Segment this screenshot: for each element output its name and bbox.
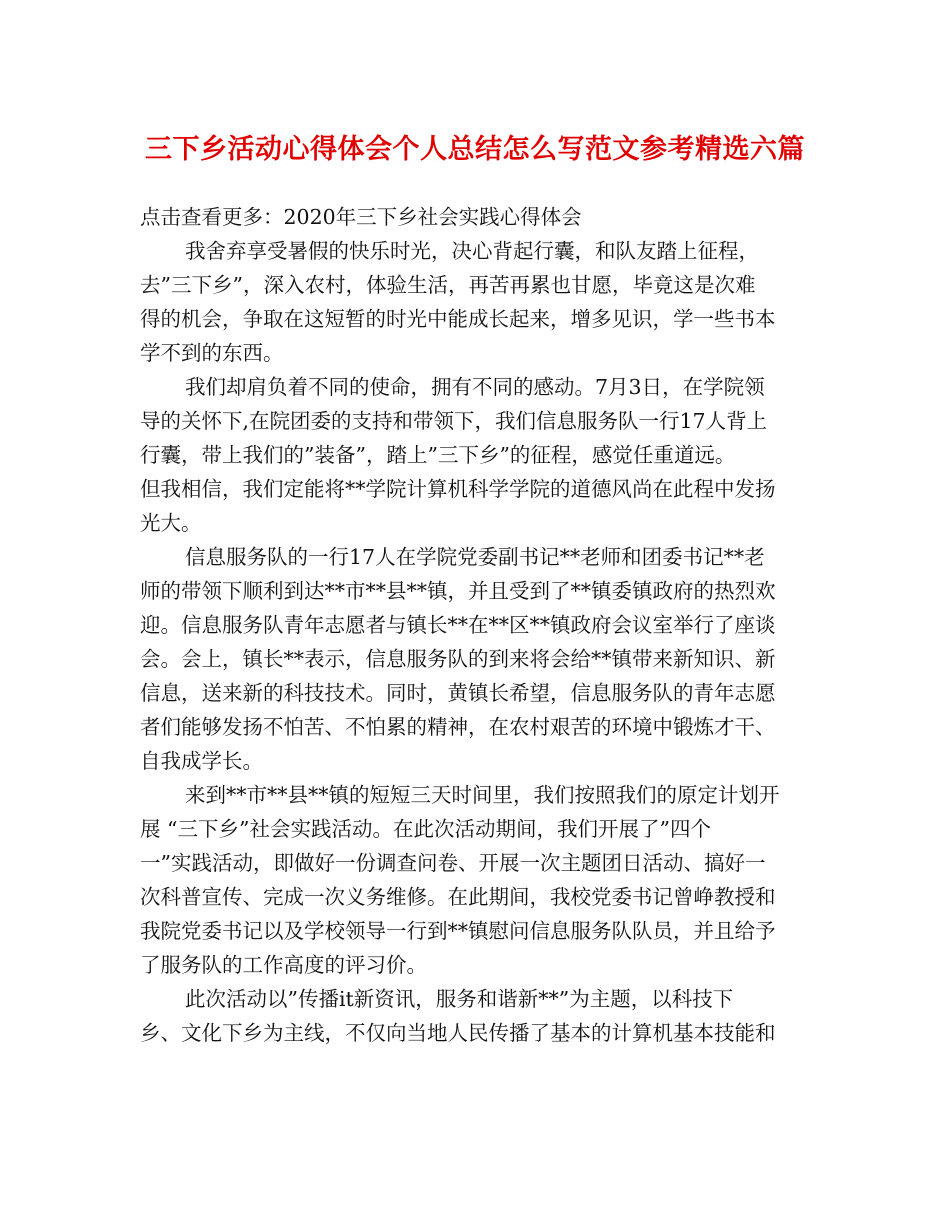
text-line: 去”三下乡”，深入农村，体验生活，再苦再累也甘愿，毕竟这是次难 [140, 273, 756, 297]
text-line: 但我相信，我们定能将**学院计算机科学学院的道德风尚在此程中发扬 [140, 477, 776, 501]
text-line: 此次活动以”传播it新资讯，服务和谐新**”为主题，以科技下 [185, 987, 734, 1011]
text-line: 信息，送来新的科技技术。同时，黄镇长希望，信息服务队的青年志愿 [140, 681, 776, 705]
text-line: 点击查看更多：2020年三下乡社会实践心得体会 [140, 205, 582, 229]
text-line: 会。会上，镇长**表示，信息服务队的到来将会给**镇带来新知识、新 [140, 647, 776, 671]
text-line: 我舍弃享受暑假的快乐时光，决心背起行囊，和队友踏上征程， [185, 239, 759, 263]
text-line: 展 “三下乡”社会实践活动。在此次活动期间，我们开展了”四个 [140, 817, 711, 841]
text-line: 一”实践活动，即做好一份调查问卷、开展一次主题团日活动、搞好一 [140, 851, 766, 875]
text-line: 行囊，带上我们的”装备”，踏上”三下乡”的征程，感觉任重道远。 [140, 443, 736, 467]
text-line: 导的关怀下,在院团委的支持和带领下，我们信息服务队一行17人背上 [140, 409, 768, 433]
text-line: 次科普宣传、完成一次义务维修。在此期间，我校党委书记曾峥教授和 [140, 885, 776, 909]
text-line: 师的带领下顺利到达**市**县**镇，并且受到了**镇委镇政府的热烈欢 [140, 579, 776, 603]
text-line: 者们能够发扬不怕苦、不怕累的精神，在农村艰苦的环境中锻炼才干、 [140, 715, 776, 739]
text-line: 自我成学长。 [140, 749, 263, 773]
text-line: 了服务队的工作高度的评习价。 [140, 953, 427, 977]
text-line: 光大。 [140, 511, 202, 535]
text-line: 学不到的东西。 [140, 341, 284, 365]
document-body [140, 200, 812, 1050]
text-line: 迎。信息服务队青年志愿者与镇长**在**区**镇政府会议室举行了座谈 [140, 613, 776, 637]
text-line: 我们却肩负着不同的使命，拥有不同的感动。7月3日，在学院领 [185, 375, 765, 399]
text-line: 乡、文化下乡为主线，不仅向当地人民传播了基本的计算机基本技能和 [140, 1021, 776, 1045]
text-line: 我院党委书记以及学校领导一行到**镇慰问信息服务队队员，并且给予 [140, 919, 776, 943]
document-title: 三下乡活动心得体会个人总结怎么写范文参考精选六篇 [145, 134, 805, 165]
text-line: 信息服务队的一行17人在学院党委副书记**老师和团委书记**老 [185, 545, 765, 569]
text-line: 来到**市**县**镇的短短三天时间里，我们按照我们的原定计划开 [185, 783, 780, 807]
text-line: 得的机会，争取在这短暂的时光中能成长起来，增多见识，学一些书本 [140, 307, 776, 331]
